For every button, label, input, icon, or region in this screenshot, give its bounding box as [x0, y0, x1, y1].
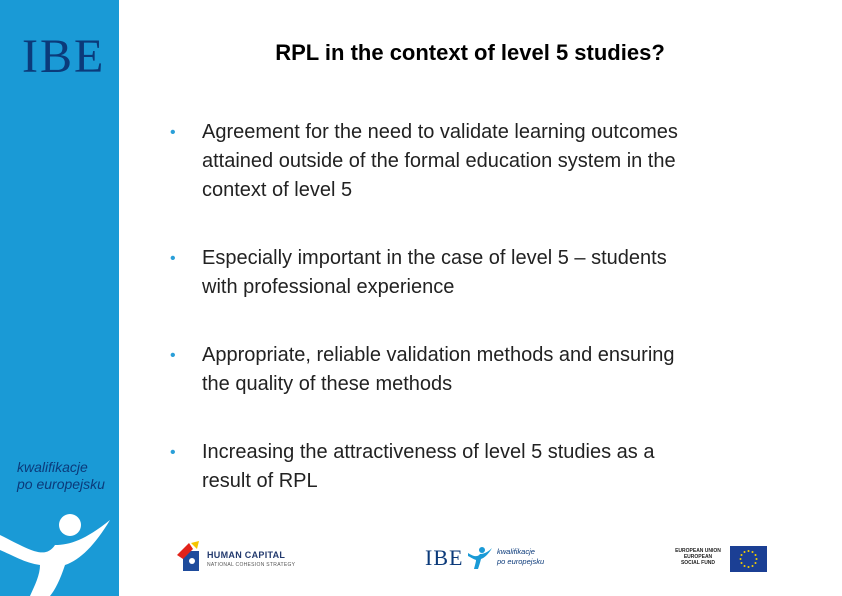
- slide-title: RPL in the context of level 5 studies?: [275, 40, 665, 65]
- human-capital-logo-icon: [177, 541, 201, 573]
- bullet-marker: •: [170, 250, 176, 267]
- bullet-3-line-2: the quality of these methods: [202, 373, 453, 395]
- bullet-4-line-1: Increasing the attractiveness of level 5 studies as a: [202, 441, 655, 463]
- bullet-1-line-2: attained outside of the formal education system in the: [202, 150, 676, 172]
- bullet-4-line-2: result of RPL: [202, 470, 318, 492]
- eu-text: [672, 548, 724, 566]
- eu-line-1: EUROPEAN UNION: [675, 548, 721, 554]
- bullet-item: [170, 244, 790, 302]
- eu-flag-icon: [730, 546, 767, 572]
- bullet-1-line-1: Agreement for the need to validate learning outcomes: [202, 121, 678, 143]
- footer-tagline-1: kwalifikacje: [497, 547, 535, 556]
- running-figure-icon: [0, 505, 119, 596]
- footer-tagline: [497, 547, 544, 567]
- bullet-list: [170, 118, 790, 496]
- bullet-marker: •: [170, 347, 176, 364]
- human-capital-subtitle: NATIONAL COHESION STRATEGY: [207, 562, 296, 568]
- bullet-3-line-1: Appropriate, reliable validation methods and ensuring: [202, 344, 675, 366]
- bullet-2-line-1: Especially important in the case of level 5 – students: [202, 247, 667, 269]
- bullet-item: [170, 341, 790, 399]
- human-capital-text: [207, 550, 295, 568]
- footer-tagline-2: po europejsku: [497, 557, 545, 566]
- small-figure-icon: [468, 545, 492, 569]
- bullet-marker: •: [170, 444, 176, 461]
- bullet-item: [170, 118, 790, 205]
- sidebar-tagline: [17, 459, 117, 493]
- eu-line-2: EUROPEAN: [683, 554, 713, 560]
- sidebar: [0, 0, 119, 596]
- ibe-logo: IBE: [22, 30, 106, 83]
- human-capital-title: HUMAN CAPITAL: [207, 550, 286, 560]
- tagline-line-1: kwalifikacje: [17, 459, 88, 475]
- bullet-item: [170, 438, 790, 496]
- bullet-2-line-2: with professional experience: [202, 276, 455, 298]
- ibe-footer-logo: IBE: [425, 545, 464, 570]
- bullet-marker: •: [170, 124, 176, 141]
- bullet-1-line-3: context of level 5: [202, 179, 353, 201]
- eu-line-3: SOCIAL FUND: [680, 560, 716, 566]
- tagline-line-2: po europejsku: [17, 476, 105, 492]
